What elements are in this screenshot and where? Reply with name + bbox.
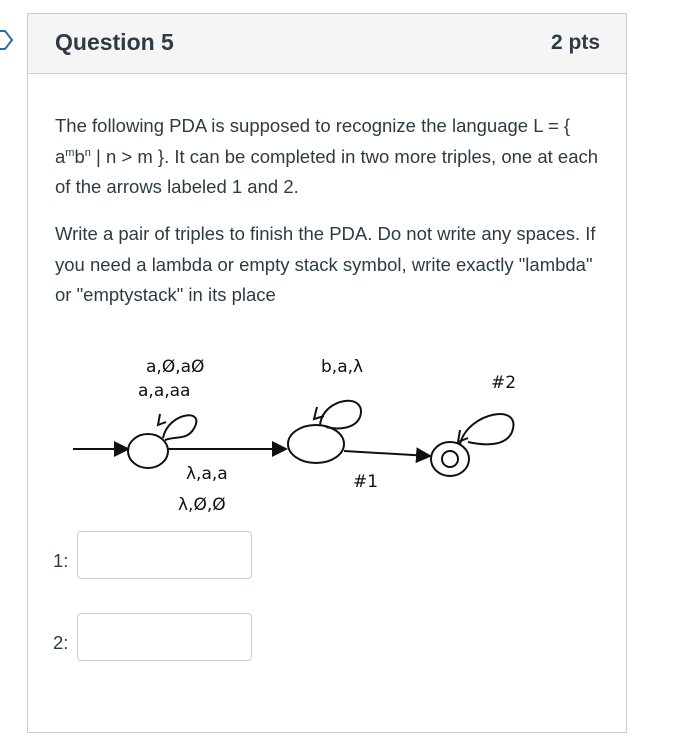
state-q2-inner — [442, 451, 458, 467]
state-q0 — [128, 434, 168, 468]
bookmark-flag-icon[interactable] — [0, 29, 14, 51]
question-paragraph-2: Write a pair of triples to finish the PDA. Do not write any spaces. If you need a lambda or empty stack symbol, write exactly "lambda" or "emptystack" in its place — [55, 223, 596, 305]
answer-2-label: 2: — [53, 632, 69, 653]
question-paragraph-1 — [55, 111, 600, 203]
state-q2 — [431, 442, 469, 476]
question-points: 2 pts — [550, 31, 600, 54]
label-edge1-line1: λ,a,a — [186, 464, 228, 484]
label-edge1-line2: λ,Ø,Ø — [178, 495, 226, 512]
p1-sup-m: m — [65, 146, 75, 159]
pda-diagram — [68, 332, 528, 512]
p1-text-b: b — [74, 145, 85, 167]
p1-sup-n: n — [84, 146, 91, 159]
label-loop2: b,a,λ — [321, 357, 364, 377]
answer-1-label: 1: — [53, 550, 69, 571]
answer-2-input[interactable] — [77, 613, 252, 661]
state-q1 — [288, 425, 344, 463]
label-loop1-line2: a,a,aa — [138, 381, 191, 401]
p1-text-c: | n > m }. It can be completed in two more triples, one at each of the arrows labeled 1 and 2. — [55, 145, 599, 197]
loop-q1 — [320, 401, 361, 429]
edge-q1-q2 — [344, 451, 430, 456]
question-title: Question 5 — [55, 29, 174, 55]
p1-text-a: The following PDA is supposed to recognize the language L = { a — [55, 115, 571, 167]
answer-1-input[interactable] — [77, 531, 252, 579]
question-header — [28, 14, 626, 74]
label-edge2: #1 — [353, 472, 379, 492]
label-loop3: #2 — [491, 373, 517, 393]
loop-q0 — [163, 415, 196, 440]
loop-q2 — [460, 414, 513, 444]
label-loop1-line1: a,Ø,aØ — [146, 357, 205, 377]
question-card — [27, 13, 627, 733]
